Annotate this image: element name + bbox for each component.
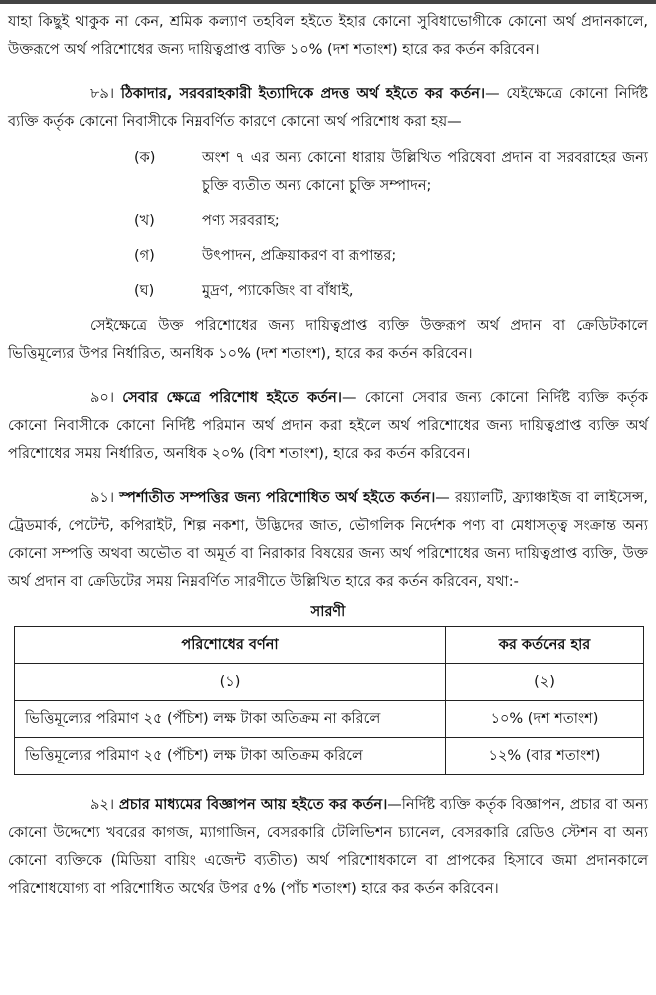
section-92 <box>8 791 648 903</box>
table-header-rate: কর কর্তনের হার <box>446 627 644 664</box>
section-90-body: — কোনো সেবার জন্য কোনো নির্দিষ্ট ব্যক্তি কর্তৃক কোনো নিবাসীকে কোনো নির্দিষ্ট পরিমান অর্থ প্রদান করা হইলে অর্থ পরিশোধের জন্য দায়িত্বপ্রাপ্ত ব্যক্তি অর্থ পরিশোধের সময় নির্ধারিত, অনধিক ২০% (বিশ শতাংশ), হারে কর কর্তন করিবেন। <box>8 390 649 462</box>
section-90-heading: সেবার ক্ষেত্রে পরিশোধ হইতে কর্তন। <box>122 390 342 406</box>
table-cell-description: ভিত্তিমূল্যের পরিমাণ ২৫ (পঁচিশ) লক্ষ টাকা অতিক্রম না করিলে <box>15 701 446 738</box>
table-row <box>15 701 644 738</box>
intro-paragraph: যাহা কিছুই থাকুক না কেন, শ্রমিক কল্যাণ তহবিল হইতে ইহার কোনো সুবিধাভোগীকে কোনো অর্থ প্রদানকালে, উক্তরূপে অর্থ পরিশোধের জন্য দায়িত্বপ্রাপ্ত ব্যক্তি ১০% (দশ শতাংশ) হারে কর কর্তন করিবেন। <box>8 14 648 58</box>
list-item-ka <box>8 144 648 200</box>
table-cell-description: ভিত্তিমূল্যের পরিমাণ ২৫ (পঁচিশ) লক্ষ টাকা অতিক্রম করিলে <box>15 738 446 775</box>
top-rule <box>0 0 656 4</box>
section-89-para <box>8 80 648 136</box>
section-91-body: — রয়্যালটি, ফ্র্যাঞ্চাইজ বা লাইসেন্স, ট্রেডমার্ক, পেটেন্ট, কপিরাইট, শিল্প নকশা, উদ্ভিদের জাত, ভৌগলিক নির্দেশক পণ্য বা মেধাসত্ত্ব সংক্রান্ত অন্য কোনো সম্পত্তি অথবা অভৌত বা অমূর্ত বা নিরাকার বিষয়ের জন্য অর্থ পরিশোধের জন্য দায়িত্বপ্রাপ্ত ব্যক্তি, উক্ত অর্থ প্রদান বা ক্রেডিটের সময় নিম্নবর্ণিত সারণীতে উল্লিখিত হারে কর কর্তন করিবেন, যথা:- <box>8 490 648 590</box>
table-colnum-1: (১) <box>15 664 446 701</box>
section-91-para <box>8 484 648 596</box>
section-90 <box>8 384 648 468</box>
document-page <box>8 8 648 903</box>
section-90-para <box>8 384 648 468</box>
section-91-number: ৯১। <box>90 490 115 506</box>
rate-table <box>14 626 644 775</box>
table-header-row <box>15 627 644 664</box>
table-caption: সারণী <box>310 604 346 620</box>
section-89-closing: সেইক্ষেত্রে উক্ত পরিশোধের জন্য দায়িত্বপ্রাপ্ত ব্যক্তি উক্তরূপ অর্থ প্রদান বা ক্রেডিটকালে ভিত্তিমূল্যের উপর নির্ধারিত, অনধিক ১০% (দশ শতাংশ), হারে কর কর্তন করিবেন। <box>8 318 648 362</box>
section-89 <box>8 80 648 368</box>
section-91-heading: স্পর্শাতীত সম্পত্তির জন্য পরিশোধিত অর্থ হইতে কর্তন। <box>119 490 436 506</box>
list-item-gha <box>8 277 648 305</box>
section-91 <box>8 484 648 775</box>
list-item-text: উৎপাদন, প্রক্রিয়াকরণ বা রূপান্তর; <box>202 248 397 264</box>
list-item-text: মুদ্রণ, প্যাকেজিং বা বাঁধাই, <box>202 283 354 299</box>
section-89-number: ৮৯। <box>90 86 115 102</box>
section-92-body: —নির্দিষ্ট ব্যক্তি কর্তৃক বিজ্ঞাপন, প্রচার বা অন্য কোনো উদ্দেশ্যে খবরের কাগজ, ম্যাগাজিন, বেসরকারি টেলিভিশন চ্যানেল, বেসরকারি রেডিও স্টেশন বা অন্য কোনো ব্যক্তিকে (মিডিয়া বায়িং এজেন্ট ব্যতীত) অর্থ পরিশোধকালে বা প্রাপকের হিসাবে জমা প্রদানকালে পরিশোধযোগ্য বা পরিশোধিত অর্থের উপর ৫% (পাঁচ শতাংশ) হারে কর কর্তন করিবেন। <box>8 797 648 897</box>
section-92-heading: প্রচার মাধ্যমের বিজ্ঞাপন আয় হইতে কর কর্তন। <box>118 797 388 813</box>
section-89-heading: ঠিকাদার, সরবরাহকারী ইত্যাদিকে প্রদত্ত অর্থ হইতে কর কর্তন। <box>120 86 486 102</box>
list-item-text: পণ্য সরবরাহ; <box>202 213 280 229</box>
table-colnum-row <box>15 664 644 701</box>
list-item-label: (ক) <box>134 150 156 166</box>
list-item-label: (গ) <box>134 248 155 264</box>
section-89-body: — যেইক্ষেত্রে কোনো নির্দিষ্ট ব্যক্তি কর্তৃক কোনো নিবাসীকে নিম্নবর্ণিত কারণে কোনো অর্থ পরিশোধ করা হয়— <box>8 86 648 130</box>
table-cell-rate: ১০% (দশ শতাংশ) <box>446 701 644 738</box>
list-item-label: (খ) <box>134 213 155 229</box>
section-92-number: ৯২। <box>90 797 115 813</box>
table-colnum-2: (২) <box>446 664 644 701</box>
section-92-para <box>8 791 648 903</box>
list-item-text: অংশ ৭ এর অন্য কোনো ধারায় উল্লিখিত পরিষেবা প্রদান বা সরবরাহের জন্য চুক্তি ব্যতীত অন্য কোনো চুক্তি সম্পাদন; <box>202 150 648 194</box>
list-item-ga <box>8 242 648 270</box>
table-row <box>15 738 644 775</box>
list-item-label: (ঘ) <box>134 283 155 299</box>
section-90-number: ৯০। <box>90 390 115 406</box>
table-header-description: পরিশোধের বর্ণনা <box>15 627 446 664</box>
table-cell-rate: ১২% (বার শতাংশ) <box>446 738 644 775</box>
list-item-kha <box>8 207 648 235</box>
